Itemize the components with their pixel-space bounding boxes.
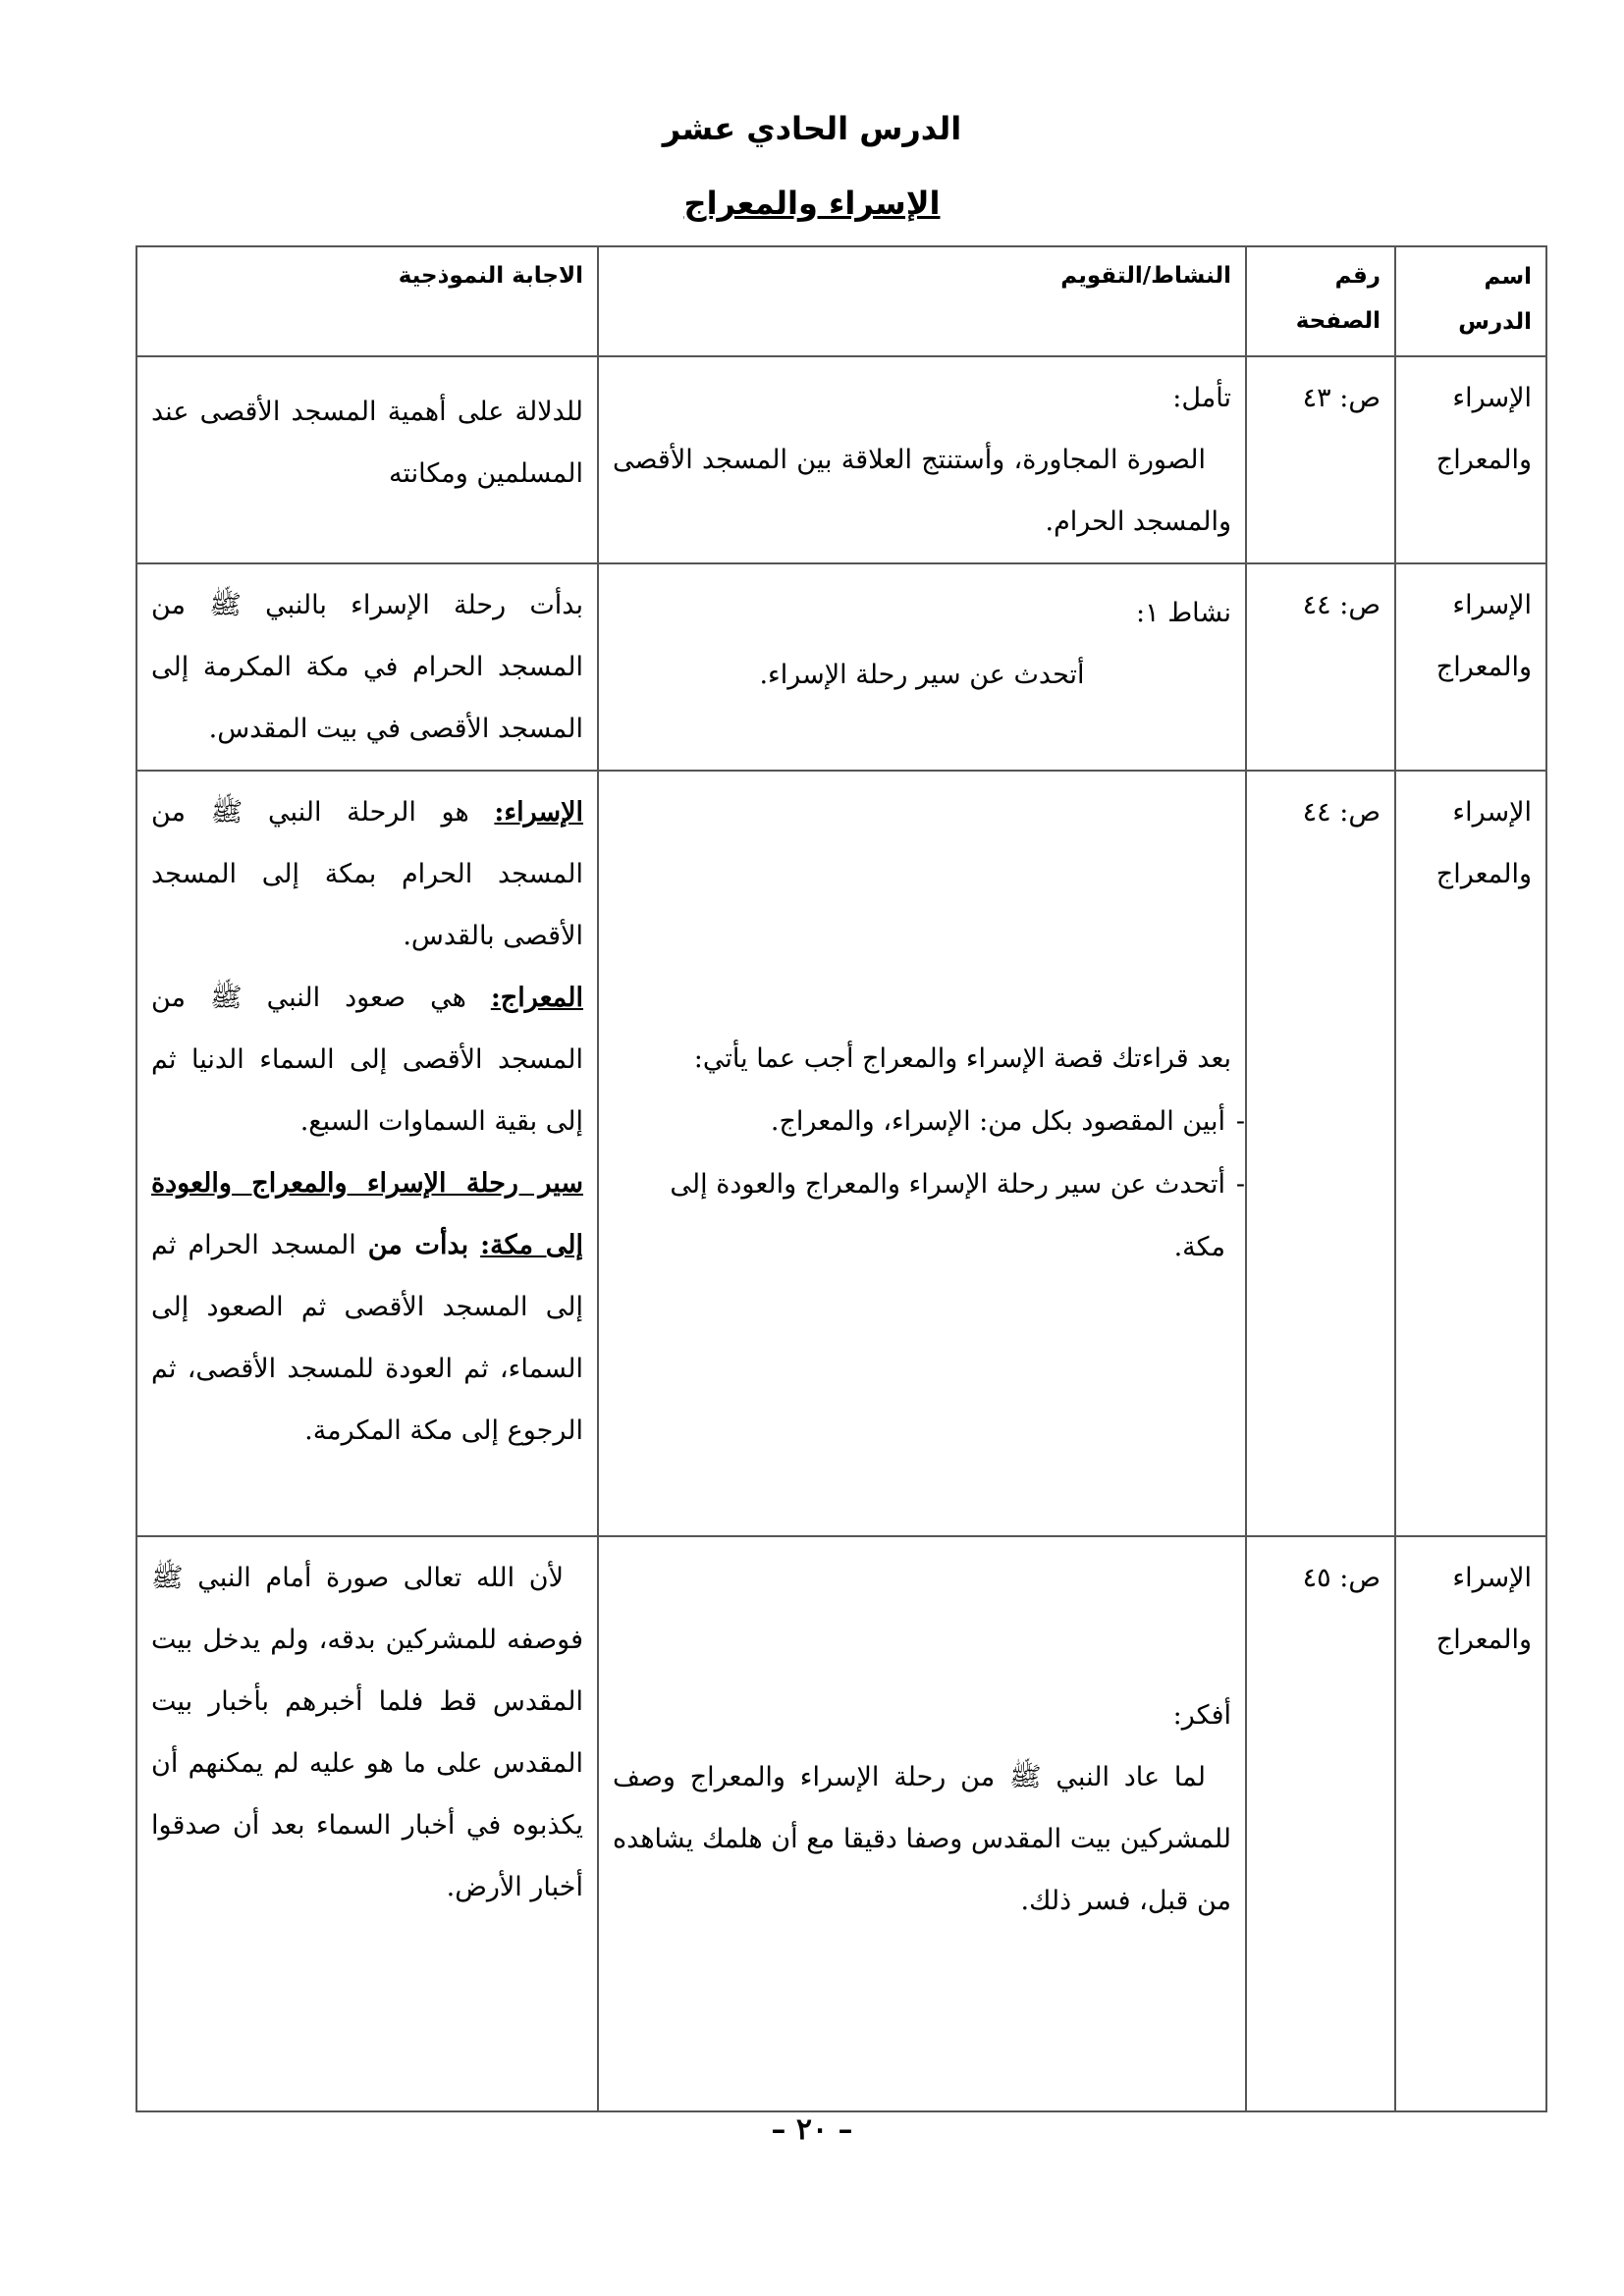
term-isra: الإسراء: [494, 797, 583, 828]
activity-cell [598, 1536, 1246, 2111]
lesson-name-cell: الإسراء والمعراج [1395, 356, 1546, 563]
activity-cell [598, 771, 1246, 1536]
activity-title: أفكر: [1172, 1700, 1231, 1731]
header-lesson-name: اسم الدرس [1395, 246, 1546, 356]
answer-cell: للدلالة على أهمية المسجد الأقصى عند المسلمين ومكانته [136, 356, 598, 563]
activity-text: لما عاد النبي ﷺ من رحلة الإسراء والمعراج وصف للمشركين بيت المقدس وصفا دقيقا مع أن هلمك يشاهده من قبل، فسر ذلك. [613, 1762, 1231, 1916]
term-miraj: المعراج: [490, 983, 583, 1013]
table-row [136, 563, 1546, 771]
activity-text: أتحدث عن سير رحلة الإسراء. [759, 660, 1085, 690]
definition-text: المسجد الحرام ثم إلى المسجد الأقصى ثم الصعود إلى السماء، ثم العودة للمسجد الأقصى، ثم الرجوع إلى مكة المكرمة. [151, 1230, 583, 1446]
page-number-cell: ص: ٤٣ [1246, 356, 1395, 563]
lesson-name-cell: الإسراء والمعراج [1395, 771, 1546, 1536]
activity-item: - أتحدث عن سير رحلة الإسراء والمعراج والعودة إلى مكة. [613, 1153, 1231, 1279]
page-title: الدرس الحادي عشر [662, 110, 962, 147]
answer-cell: بدأت رحلة الإسراء بالنبي ﷺ من المسجد الحرام في مكة المكرمة إلى المسجد الأقصى في بيت المقدس. [136, 563, 598, 771]
answer-cell: لأن الله تعالى صورة أمام النبي ﷺ فوصفه للمشركين بدقه، ولم يدخل بيت المقدس قط فلما أخبرهم بأخبار بيت المقدس على ما هو عليه لم يمكنهم أن يكذبوه في أخبار السماء بعد أن صدقوا أخبار الأرض. [136, 1536, 598, 2111]
activity-item: - أبين المقصود بكل من: الإسراء، والمعراج. [613, 1091, 1231, 1153]
definition-journey [151, 1152, 583, 1462]
activity-title: نشاط ١: [1135, 598, 1231, 628]
term-journey: سير رحلة الإسراء والمعراج والعودة إلى مكة: [151, 1168, 583, 1260]
activity-cell [598, 563, 1246, 771]
table-row [136, 771, 1546, 1536]
table-row [136, 1536, 1546, 2111]
page-number-cell: ص: ٤٤ [1246, 563, 1395, 771]
page-number-cell: ص: ٤٥ [1246, 1536, 1395, 2111]
definition-text: هو الرحلة النبي ﷺ من المسجد الحرام بمكة إلى المسجد الأقصى بالقدس. [151, 797, 583, 951]
activity-text: الصورة المجاورة، وأستنتج العلاقة بين المسجد الأقصى والمسجد الحرام. [613, 445, 1231, 537]
header-page-number: رقم الصفحة [1246, 246, 1395, 356]
page-subtitle: الإسراء والمعراج [683, 185, 941, 222]
activity-intro: بعد قراءتك قصة الإسراء والمعراج أجب عما يأتي: [693, 1043, 1231, 1074]
page-number-cell: ص: ٤٤ [1246, 771, 1395, 1536]
table-header-row [136, 246, 1546, 356]
lesson-name-cell: الإسراء والمعراج [1395, 563, 1546, 771]
activity-title: تأمل: [1172, 383, 1231, 413]
definition-text: هي صعود النبي ﷺ من المسجد الأقصى إلى السماء الدنيا ثم إلى بقية السماوات السبع. [151, 983, 583, 1137]
answer-cell [136, 771, 598, 1536]
lesson-table [135, 245, 1547, 2112]
definition-miraj [151, 967, 583, 1152]
header-activity: النشاط/التقويم [598, 246, 1246, 356]
header-answer: الاجابة النموذجية [136, 246, 598, 356]
lesson-name-cell: الإسراء والمعراج [1395, 1536, 1546, 2111]
table-row [136, 356, 1546, 563]
definition-isra [151, 781, 583, 967]
activity-cell [598, 356, 1246, 563]
page-number-footer: – ٢٠ – [771, 2112, 853, 2147]
journey-lead: بدأت من [367, 1230, 469, 1260]
